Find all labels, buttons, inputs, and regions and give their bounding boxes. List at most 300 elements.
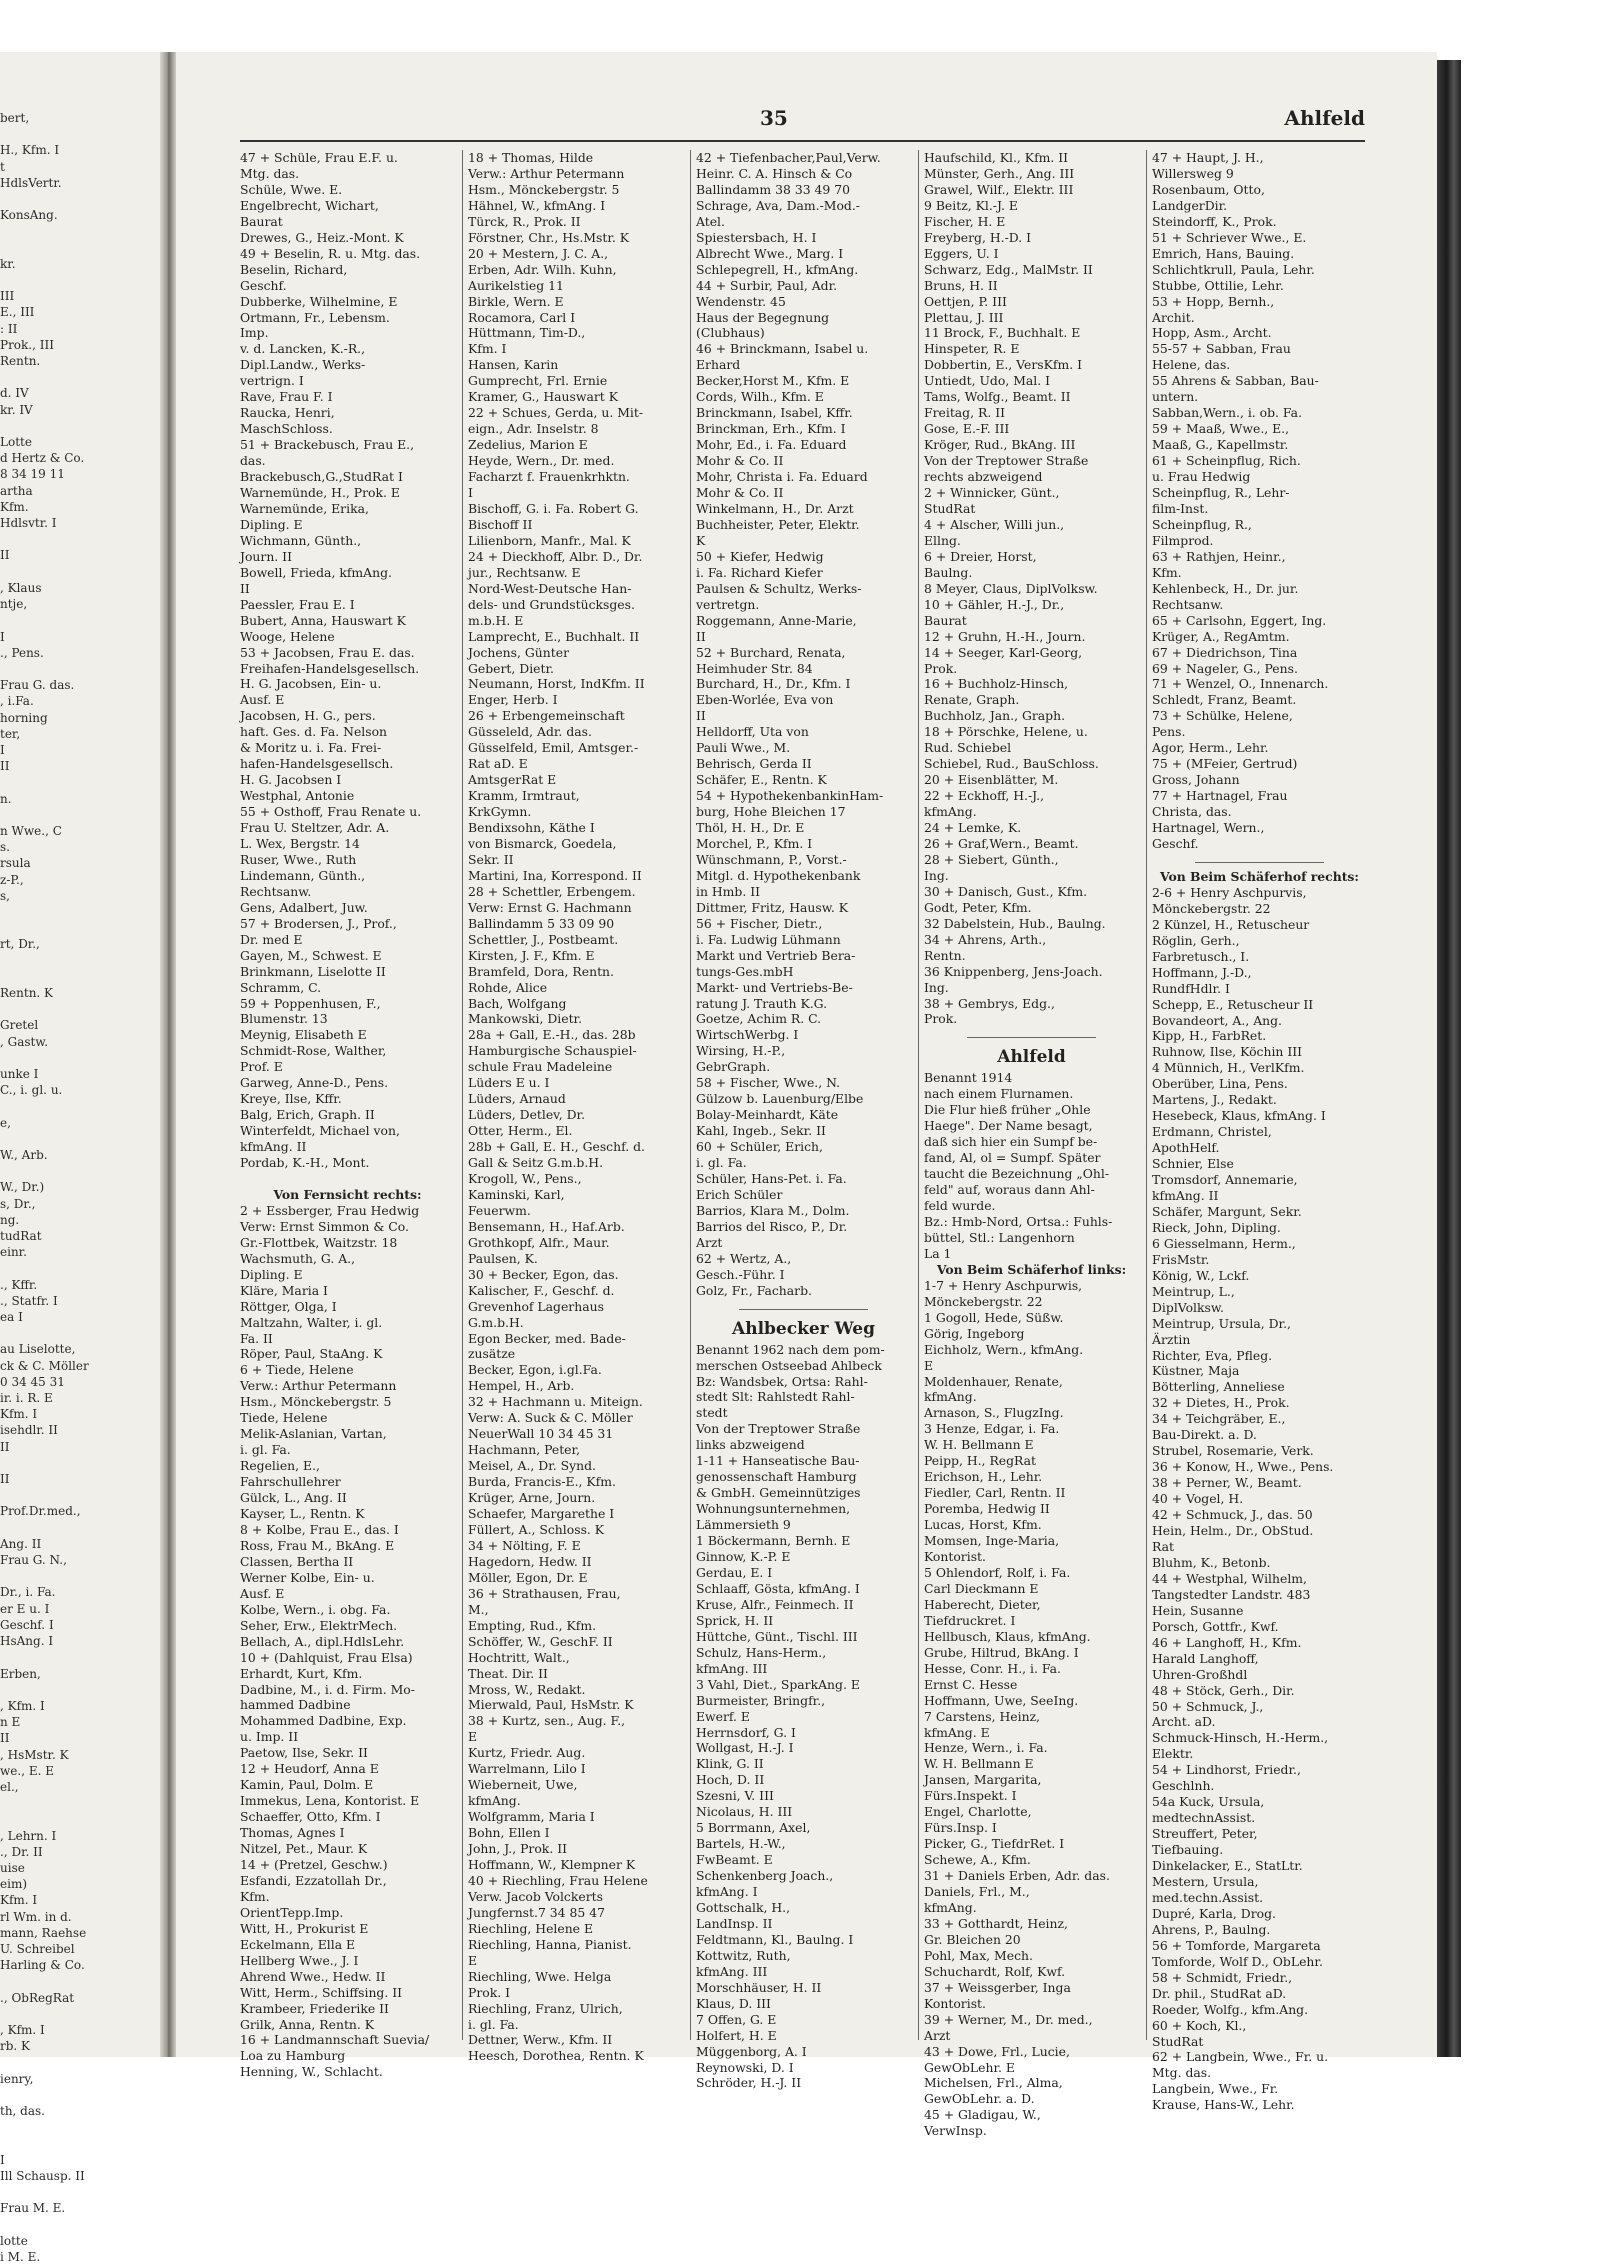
directory-entry-line: Schlaaff, Gösta, kfmAng. I bbox=[696, 1580, 860, 1596]
directory-entry-line: Wirsing, H.-P., bbox=[696, 1043, 786, 1059]
directory-entry-line: 55-57 + Sabban, Frau bbox=[1152, 341, 1291, 357]
directory-entry-line: Willersweg 9 bbox=[1152, 165, 1234, 181]
prev-page-line: rt, Dr., bbox=[0, 937, 40, 952]
directory-entry-line: jur., Rechtsanw. E bbox=[468, 564, 581, 580]
directory-entry-line: 6 + Tiede, Helene bbox=[240, 1362, 354, 1378]
directory-entry-line: E bbox=[468, 1729, 478, 1745]
directory-entry-line: 32 Dabelstein, Hub., Baulng. bbox=[924, 915, 1106, 931]
prev-page-line: Hdlsvtr. I bbox=[0, 516, 57, 531]
prev-page-line: W., Arb. bbox=[0, 1148, 48, 1162]
directory-entry-line: Classen, Bertha II bbox=[240, 1553, 354, 1569]
section-rule bbox=[967, 1027, 1096, 1038]
directory-entry-line: Schenkenberg Joach., bbox=[696, 1868, 834, 1884]
directory-entry-line: Nicolaus, H. III bbox=[696, 1804, 793, 1820]
directory-entry-line: daß sich hier ein Sumpf be- bbox=[924, 1134, 1098, 1150]
directory-entry-line: 6 + Dreier, Horst, bbox=[924, 548, 1037, 564]
prev-page-line: ir. i. R. E bbox=[0, 1391, 53, 1406]
directory-entry-line: 73 + Schülke, Helene, bbox=[1152, 708, 1293, 724]
directory-entry-line: 52 + Burchard, Renata, bbox=[696, 644, 846, 660]
directory-entry-line: Meintrup, Ursula, Dr., bbox=[1152, 1315, 1291, 1331]
directory-entry-line: Momsen, Inge-Maria, bbox=[924, 1533, 1060, 1549]
directory-entry-line: Grube, Hiltrud, BkAng. I bbox=[924, 1644, 1079, 1660]
directory-entry-line: Verw. Jacob Volckerts bbox=[468, 1888, 603, 1904]
directory-entry-line: Kreye, Ilse, Kffr. bbox=[240, 1091, 342, 1107]
directory-entry-line: Ginnow, K.-P. E bbox=[696, 1549, 791, 1565]
directory-entry-line: Fa. II bbox=[240, 1330, 273, 1346]
prev-page-line: Frau G. N., bbox=[0, 1553, 67, 1568]
directory-entry-line: 51 + Brackebusch, Frau E., bbox=[240, 437, 415, 453]
directory-entry-line: Verw.: Arthur Petermann bbox=[468, 165, 625, 181]
prev-page-line bbox=[0, 953, 158, 969]
directory-entry-line: Müggenborg, A. I bbox=[696, 2043, 807, 2059]
directory-entry-line: Wieberneit, Uwe, bbox=[468, 1777, 578, 1793]
directory-entry-line: i. gl. Fa. bbox=[468, 2016, 519, 2032]
prev-page-line bbox=[0, 969, 158, 985]
directory-entry-line: Bubert, Anna, Hauswart K bbox=[240, 612, 406, 628]
directory-entry-line: kfmAng. I bbox=[696, 1884, 758, 1900]
directory-entry-line: Henning, W., Schlacht. bbox=[240, 2064, 383, 2080]
directory-entry-line: Freihafen-Handelsgesellsch. bbox=[240, 660, 420, 676]
prev-page-line: ea I bbox=[0, 1310, 23, 1325]
directory-entry-line: Dinkelacker, E., StatLtr. bbox=[1152, 1858, 1303, 1874]
directory-entry-line: Kontorist. bbox=[924, 1549, 986, 1565]
directory-entry-line: 28 + Siebert, Günth., bbox=[924, 851, 1059, 867]
prev-page-line: d. IV bbox=[0, 386, 29, 401]
directory-entry-line: Mönckebergstr. 22 bbox=[924, 1293, 1043, 1309]
directory-entry-line: 58 + Fischer, Wwe., N. bbox=[696, 1075, 841, 1091]
directory-entry-line: Roggemann, Anne-Marie, bbox=[696, 612, 857, 628]
prev-page-line: ntje, bbox=[0, 597, 28, 612]
directory-entry-line: Verw.: Arthur Petermann bbox=[240, 1378, 397, 1394]
directory-entry-line: Warrelmann, Lilo I bbox=[468, 1761, 586, 1777]
directory-entry-line: von Bismarck, Goedela, bbox=[468, 835, 617, 851]
prev-page-line: tudRat bbox=[0, 1229, 42, 1244]
prev-page-line bbox=[0, 1811, 158, 1827]
directory-entry-line: Warnemünde, Erika, bbox=[240, 500, 369, 516]
directory-entry-line: 62 + Wertz, A., bbox=[696, 1250, 792, 1266]
directory-entry-line: Hähnel, W., kfmAng. I bbox=[468, 197, 606, 213]
directory-entry-line: Sekr. II bbox=[468, 851, 514, 867]
directory-entry-line: Otter, Herm., El. bbox=[468, 1123, 573, 1139]
directory-entry-line: 18 + Pörschke, Helene, u. bbox=[924, 724, 1088, 740]
prev-page-line bbox=[0, 1649, 158, 1665]
directory-entry-line: 28a + Gall, E.-H., das. 28b bbox=[468, 1027, 636, 1043]
directory-entry-line: Oberüber, Lina, Pens. bbox=[1152, 1076, 1288, 1092]
directory-entry-line: Grevenhof Lagerhaus bbox=[468, 1298, 604, 1314]
directory-entry-line: 33 + Gotthardt, Heinz, bbox=[924, 1915, 1068, 1931]
directory-entry-line: Morschhäuser, H. II bbox=[696, 1979, 822, 1995]
directory-entry-line: 22 + Eckhoff, H.-J., bbox=[924, 788, 1045, 804]
directory-entry-line: Ellng. bbox=[924, 532, 961, 548]
prev-page-line: Frau G. das. bbox=[0, 678, 75, 693]
directory-entry-line: Brinckman, Erh., Kfm. I bbox=[696, 421, 846, 437]
directory-entry-line: Loa zu Hamburg bbox=[240, 2048, 346, 2064]
prev-page-line bbox=[0, 2184, 158, 2200]
directory-entry-line: i. gl. Fa. bbox=[240, 1442, 291, 1458]
directory-entry-line: m.b.H. E bbox=[468, 612, 524, 628]
prev-page-line: KonsAng. bbox=[0, 208, 58, 223]
directory-entry-line: W. H. Bellmann E bbox=[924, 1437, 1034, 1453]
prev-page-line: , Lehrn. I bbox=[0, 1828, 57, 1843]
directory-entry-line: Schlichtkrull, Paula, Lehr. bbox=[1152, 261, 1315, 277]
directory-entry-line: Förstner, Chr., Hs.Mstr. K bbox=[468, 229, 630, 245]
directory-entry-line: Ballindamm 5 33 09 90 bbox=[468, 915, 615, 931]
directory-entry-line: Ross, Frau M., BkAng. E bbox=[240, 1537, 395, 1553]
directory-entry-line: vertrign. I bbox=[240, 373, 304, 389]
directory-entry-line: Regelien, E., bbox=[240, 1458, 320, 1474]
directory-entry-line: Dipling. E bbox=[240, 1266, 303, 1282]
directory-entry-line: Blumenstr. 13 bbox=[240, 1011, 328, 1027]
directory-entry-line: kfmAng. bbox=[924, 1899, 977, 1915]
directory-entry-line: kfmAng. E bbox=[924, 1724, 990, 1740]
directory-entry-line: Schmidt-Rose, Walther, bbox=[240, 1043, 387, 1059]
directory-entry-line: La 1 bbox=[924, 1245, 952, 1261]
prev-page-line: bert, bbox=[0, 111, 30, 125]
directory-entry-line: Pohl, Max, Mech. bbox=[924, 1947, 1033, 1963]
directory-entry-line: 10 + Gähler, H.-J., Dr., bbox=[924, 596, 1065, 612]
directory-entry-line: links abzweigend bbox=[696, 1437, 805, 1453]
directory-entry-line: Bz.: Hmb-Nord, Ortsa.: Fuhls- bbox=[924, 1214, 1113, 1229]
directory-entry-line: Plettau, J. III bbox=[924, 309, 1004, 325]
directory-entry-line: Kipp, H., FarbRet. bbox=[1152, 1028, 1267, 1044]
directory-entry-line: 2 Künzel, H., Retuscheur bbox=[1152, 916, 1310, 932]
directory-entry-line: Bartels, H.-W., bbox=[696, 1836, 786, 1852]
directory-entry-line: Streuffert, Peter, bbox=[1152, 1826, 1258, 1842]
prev-page-line: el., bbox=[0, 1779, 19, 1794]
directory-entry-line: 31 + Daniels Erben, Adr. das. bbox=[924, 1868, 1110, 1884]
directory-entry-line: 39 + Werner, M., Dr. med., bbox=[924, 2011, 1093, 2027]
prev-page-line: t bbox=[0, 159, 5, 174]
directory-entry-line: Jansen, Margarita, bbox=[924, 1772, 1042, 1788]
prev-page-line: , HsMstr. K bbox=[0, 1747, 69, 1762]
directory-entry-line: Erichson, H., Lehr. bbox=[924, 1469, 1043, 1485]
prev-page-line: i M. E. bbox=[0, 2249, 41, 2264]
directory-entry-line: Paulsen & Schultz, Werks- bbox=[696, 580, 862, 596]
prev-page-line bbox=[0, 1487, 158, 1503]
directory-entry-line: WirtschWerbg. I bbox=[696, 1027, 799, 1043]
directory-entry-line: Emrich, Hans, Bauing. bbox=[1152, 245, 1295, 261]
directory-entry-line: burg, Hohe Bleichen 17 bbox=[696, 804, 846, 820]
prev-page-line: rl Wm. in d. bbox=[0, 1909, 72, 1924]
directory-entry-line: Prok. bbox=[924, 660, 958, 676]
directory-entry-line: v. d. Lancken, K.-R., bbox=[240, 341, 366, 357]
directory-entry-line: Kottwitz, Ruth, bbox=[696, 1947, 791, 1963]
directory-entry-line: Schettler, J., Postbeamt. bbox=[468, 931, 619, 947]
prev-page-line: einr. bbox=[0, 1245, 27, 1260]
directory-entry-line: Dipling. E bbox=[240, 516, 303, 532]
directory-entry-line: Mitgl. d. Hypothekenbank bbox=[696, 867, 861, 883]
directory-entry-line: 56 + Fischer, Dietr., bbox=[696, 915, 823, 931]
prev-page-line bbox=[0, 807, 158, 823]
directory-entry-line: Poremba, Hedwig II bbox=[924, 1501, 1050, 1517]
directory-entry-line: Bau-Direkt. a. D. bbox=[1152, 1427, 1257, 1443]
directory-entry-line: Kfm. I bbox=[468, 341, 507, 357]
directory-entry-line: König, W., Lckf. bbox=[1152, 1267, 1250, 1283]
prev-page-line: , Kfm. I bbox=[0, 1698, 45, 1713]
directory-entry-line: Hüttche, Günt., Tischl. III bbox=[696, 1628, 858, 1644]
directory-entry-line: Morchel, P., Kfm. I bbox=[696, 835, 813, 851]
directory-entry-line: Mross, W., Redakt. bbox=[468, 1681, 586, 1697]
directory-entry-line: Wolfgramm, Maria I bbox=[468, 1809, 595, 1825]
directory-entry-line: Nitzel, Pet., Maur. K bbox=[240, 1841, 368, 1857]
directory-entry-line: 16 + Landmannschaft Suevia/ bbox=[240, 2032, 430, 2048]
prev-page-line: II bbox=[0, 1731, 10, 1746]
directory-entry-line: 2 + Essberger, Frau Hedwig bbox=[240, 1202, 420, 1218]
directory-entry-line: Burchard, H., Dr., Kfm. I bbox=[696, 676, 851, 692]
directory-entry-line: 58 + Schmidt, Friedr., bbox=[1152, 1969, 1293, 1985]
directory-entry-line: MaschSchloss. bbox=[240, 421, 333, 437]
directory-entry-line: Baurat bbox=[924, 612, 967, 628]
directory-entry-line: Elektr. bbox=[1152, 1746, 1194, 1762]
directory-entry-line: Kahl, Ingeb., Sekr. II bbox=[696, 1123, 826, 1139]
section-subheading: Von Beim Schäferhof links: bbox=[936, 1261, 1127, 1277]
prev-page-line: Prof.Dr.med., bbox=[0, 1504, 81, 1519]
directory-entry-line: Oettjen, P. III bbox=[924, 293, 1007, 309]
directory-entry-line: Gottschalk, H., bbox=[696, 1899, 791, 1915]
directory-entry-line: Hoffmann, W., Klempner K bbox=[468, 1856, 636, 1872]
prev-page-line: II bbox=[0, 1472, 10, 1487]
directory-entry-line: 65 + Carlsohn, Eggert, Ing. bbox=[1152, 612, 1327, 628]
directory-entry-line: Rat aD. E bbox=[468, 756, 528, 772]
prev-page-line: U. Schreibel bbox=[0, 1941, 75, 1956]
directory-entry-line: 24 + Lemke, K. bbox=[924, 820, 1022, 836]
directory-entry-line: Behrisch, Gerda II bbox=[696, 756, 812, 772]
directory-entry-line: 28 + Schettler, Erbengem. bbox=[468, 883, 636, 899]
directory-entry-line: 14 + (Pretzel, Geschw.) bbox=[240, 1856, 388, 1872]
directory-entry-line: Hagedorn, Hedw. II bbox=[468, 1553, 592, 1569]
prev-page-line bbox=[0, 1795, 158, 1811]
directory-entry-line: zusätze bbox=[468, 1346, 516, 1362]
directory-entry-line: Godt, Peter, Kfm. bbox=[924, 899, 1032, 915]
directory-entry-line: Mohr, Ed., i. Fa. Eduard bbox=[696, 437, 847, 453]
directory-entry-line: Engelbrecht, Wichart, bbox=[240, 197, 379, 213]
prev-page-line: Kfm. I bbox=[0, 1893, 38, 1908]
directory-entry-line: Gülzow b. Lauenburg/Elbe bbox=[696, 1091, 864, 1107]
directory-entry-line: Martens, J., Redakt. bbox=[1152, 1092, 1277, 1108]
directory-entry-line: Prok. bbox=[924, 1011, 958, 1027]
directory-entry-line: Tomforde, Wolf D., ObLehr. bbox=[1152, 1953, 1323, 1969]
directory-entry-line: Hein, Helm., Dr., ObStud. bbox=[1152, 1523, 1314, 1539]
directory-entry-line: Erdmann, Christel, bbox=[1152, 1124, 1272, 1140]
directory-entry-line: Kramer, G., Hauswart K bbox=[468, 389, 618, 405]
directory-entry-line: Gross, Johann bbox=[1152, 772, 1240, 788]
prev-page-line: we., E. E bbox=[0, 1763, 54, 1778]
directory-entry-line: G.m.b.H. bbox=[468, 1314, 524, 1330]
prev-page-line bbox=[0, 1568, 158, 1584]
directory-entry-line: nach einem Flurnamen. bbox=[924, 1086, 1074, 1102]
directory-entry-line: 28b + Gall, E. H., Geschf. d. bbox=[468, 1139, 645, 1155]
directory-entry-line: Balg, Erich, Graph. II bbox=[240, 1107, 375, 1123]
directory-entry-line: Herrnsdorf, G. I bbox=[696, 1724, 796, 1740]
prev-page-line: Lotte bbox=[0, 435, 32, 450]
directory-entry-line: Pauli Wwe., M. bbox=[696, 740, 791, 756]
prev-page-line: Harling & Co. bbox=[0, 1958, 85, 1973]
directory-entry-line: kfmAng. bbox=[468, 1793, 521, 1809]
directory-entry-line: Verw: Ernst G. Hachmann bbox=[468, 899, 632, 915]
directory-entry-line: 4 Münnich, H., VerlKfm. bbox=[1152, 1060, 1305, 1076]
directory-entry-line: Hüttmann, Tim-D., bbox=[468, 325, 586, 341]
directory-entry-line: Ahrens, P., Baulng. bbox=[1152, 1921, 1271, 1937]
directory-entry-line: Gesch.-Führ. I bbox=[696, 1266, 785, 1282]
directory-entry-line: Uhren-Großhdl bbox=[1152, 1666, 1248, 1682]
directory-entry-line: Kaminski, Karl, bbox=[468, 1186, 565, 1202]
prev-page-line: , Gastw. bbox=[0, 1034, 49, 1049]
directory-entry-line: Fürs.Inspekt. I bbox=[924, 1788, 1017, 1804]
directory-entry-line: 49 + Beselin, R. u. Mtg. das. bbox=[240, 245, 421, 261]
directory-entry-line: Eben-Worlée, Eva von bbox=[696, 692, 834, 708]
directory-entry-line: Wünschmann, P., Vorst.- bbox=[696, 851, 847, 867]
prev-page-line: 8 34 19 11 bbox=[0, 467, 65, 482]
prev-page-line: Rentn. bbox=[0, 354, 41, 369]
directory-entry-line: Burmeister, Bringfr., bbox=[696, 1692, 826, 1708]
directory-entry-line: Richter, Eva, Pfleg. bbox=[1152, 1347, 1273, 1363]
directory-entry-line: Reynowski, D. I bbox=[696, 2059, 794, 2075]
directory-entry-line: Gr. Bleichen 20 bbox=[924, 1931, 1021, 1947]
directory-entry-line: kfmAng. II bbox=[240, 1139, 307, 1155]
prev-page-line bbox=[0, 1131, 158, 1147]
directory-entry-line: Hoffmann, Uwe, SeeIng. bbox=[924, 1692, 1079, 1708]
directory-entry-line: Schlepegrell, H., kfmAng. bbox=[696, 261, 859, 277]
directory-entry-line: DiplVolksw. bbox=[1152, 1299, 1224, 1315]
directory-entry-line: 46 + Brinckmann, Isabel u. bbox=[696, 341, 869, 357]
directory-entry-line: Hartnagel, Wern., bbox=[1152, 820, 1265, 836]
directory-entry-line: Erben, Adr. Wilh. Kuhn, bbox=[468, 261, 617, 277]
directory-entry-line: Freitag, R. II bbox=[924, 405, 1005, 421]
directory-entry-line: Haberecht, Dieter, bbox=[924, 1596, 1041, 1612]
prev-page-line: d Hertz & Co. bbox=[0, 451, 85, 466]
directory-entry-line: Brackebusch,G.,StudRat I bbox=[240, 469, 403, 485]
directory-entry-line: Frau U. Steltzer, Adr. A. bbox=[240, 820, 390, 836]
prev-page-line: , i.Fa. bbox=[0, 694, 34, 709]
prev-page-line bbox=[0, 1050, 158, 1066]
directory-entry-line: Gülck, L., Ang. II bbox=[240, 1490, 347, 1506]
directory-entry-line: medtechnAssist. bbox=[1152, 1810, 1256, 1826]
directory-entry-line: 42 + Tiefenbacher,Paul,Verw. bbox=[696, 150, 881, 165]
directory-entry-line: AmtsgerRat E bbox=[468, 772, 557, 788]
prev-page-line: Geschf. I bbox=[0, 1617, 54, 1632]
prev-page-line bbox=[0, 1098, 158, 1114]
directory-entry-line: Geschlnh. bbox=[1152, 1778, 1215, 1794]
directory-entry-line: 47 + Haupt, J. H., bbox=[1152, 150, 1264, 165]
directory-entry-line: Ausf. E bbox=[240, 692, 285, 708]
directory-entry-line: 51 + Schriever Wwe., E. bbox=[1152, 229, 1307, 245]
directory-entry-line: 16 + Buchholz-Hinsch, bbox=[924, 676, 1069, 692]
prev-page-line: au Liselotte, bbox=[0, 1342, 76, 1357]
directory-entry-line: Verw: Ernst Simmon & Co. bbox=[240, 1218, 409, 1234]
directory-entry-line: Buchheister, Peter, Elektr. bbox=[696, 516, 860, 532]
directory-entry-line: Eckelmann, Ella E bbox=[240, 1936, 356, 1952]
directory-entry-line: 30 + Becker, Egon, das. bbox=[468, 1266, 619, 1282]
directory-entry-line: Hsm., Mönckebergstr. 5 bbox=[468, 181, 620, 197]
directory-entry-line: das. bbox=[240, 453, 266, 469]
directory-entry-line: Nord-West-Deutsche Han- bbox=[468, 580, 632, 596]
prev-page-line: er E u. I bbox=[0, 1601, 50, 1616]
directory-entry-line: Gerdau, E. I bbox=[696, 1564, 773, 1580]
directory-entry-line: Ahrend Wwe., Hedw. II bbox=[240, 1968, 386, 1984]
prev-page-line bbox=[0, 2216, 158, 2232]
directory-entry-line: Paulsen, K. bbox=[468, 1250, 538, 1266]
prev-page-line bbox=[0, 272, 158, 288]
prev-page-line bbox=[0, 223, 158, 239]
directory-entry-line: OrientTepp.Imp. bbox=[240, 1904, 344, 1920]
directory-entry-line: II bbox=[696, 708, 706, 724]
directory-entry-line: Bach, Wolfgang bbox=[468, 995, 567, 1011]
directory-entry-line: Brinckmann, Isabel, Kffr. bbox=[696, 405, 853, 421]
directory-entry-line: Dittmer, Fritz, Hausw. K bbox=[696, 899, 849, 915]
directory-entry-line: 40 + Riechling, Frau Helene bbox=[468, 1872, 648, 1888]
directory-entry-line: 11 Brock, F., Buchhalt. E bbox=[924, 325, 1081, 341]
directory-entry-line: 36 Knippenberg, Jens-Joach. bbox=[924, 963, 1103, 979]
directory-entry-line: Schüle, Wwe. E. bbox=[240, 181, 343, 197]
directory-entry-line: H. G. Jacobsen, Ein- u. bbox=[240, 676, 382, 692]
directory-entry-line: ApothHelf. bbox=[1152, 1140, 1220, 1156]
directory-entry-line: Gens, Adalbert, Juw. bbox=[240, 899, 368, 915]
directory-entry-line: Riechling, Franz, Ulrich, bbox=[468, 2000, 623, 2016]
prev-page-line: isehdlr. II bbox=[0, 1423, 58, 1438]
directory-entry-line: Mohr, Christa i. Fa. Eduard bbox=[696, 469, 868, 485]
prev-page-line bbox=[0, 564, 158, 580]
directory-entry-line: 67 + Diedrichson, Tina bbox=[1152, 644, 1298, 660]
directory-entry-line: Hamburgische Schauspiel- bbox=[468, 1043, 637, 1059]
directory-entry-line: Wendenstr. 45 bbox=[696, 293, 786, 309]
directory-entry-line: Dubberke, Wilhelmine, E bbox=[240, 293, 398, 309]
directory-entry-line: ratung J. Trauth K.G. bbox=[696, 995, 828, 1011]
directory-entry-line: Erich Schüler bbox=[696, 1186, 783, 1202]
directory-entry-line: Feldtmann, Kl., Baulng. I bbox=[696, 1931, 854, 1947]
directory-entry-line: 8 + Kolbe, Frau E., das. I bbox=[240, 1521, 399, 1537]
directory-entry-line: 54 + Lindhorst, Friedr., bbox=[1152, 1762, 1301, 1778]
directory-entry-line: Peipp, H., RegRat bbox=[924, 1453, 1037, 1469]
prev-page-line: uise bbox=[0, 1860, 25, 1875]
prev-page-line bbox=[0, 1973, 158, 1989]
directory-entry-line: 18 + Thomas, Hilde bbox=[468, 150, 594, 165]
directory-entry-line: Markt und Vertrieb Bera- bbox=[696, 947, 856, 963]
directory-entry-line: Bramfeld, Dora, Rentn. bbox=[468, 963, 614, 979]
prev-page-line: s, bbox=[0, 888, 10, 903]
directory-entry-line: haft. Ges. d. Fa. Nelson bbox=[240, 724, 388, 740]
directory-entry-line: Türck, R., Prok. II bbox=[468, 213, 581, 229]
directory-entry-line: film-Inst. bbox=[1152, 500, 1209, 516]
directory-entry-line: Pens. bbox=[1152, 724, 1186, 740]
directory-entry-line: Archt. aD. bbox=[1152, 1714, 1216, 1730]
directory-entry-line: Mierwald, Paul, HsMstr. K bbox=[468, 1697, 634, 1713]
directory-entry-line: Mohr & Co. II bbox=[696, 485, 784, 501]
directory-entry-line: Thöl, H. H., Dr. E bbox=[696, 820, 805, 836]
directory-entry-line: Die Flur hieß früher „Ohle bbox=[924, 1102, 1091, 1118]
directory-entry-line: i. Fa. Ludwig Lühmann bbox=[696, 931, 841, 947]
directory-entry-line: Hein, Susanne bbox=[1152, 1602, 1244, 1618]
directory-entry-line: Paetow, Ilse, Sekr. II bbox=[240, 1745, 368, 1761]
prev-page-line: , Kfm. I bbox=[0, 2022, 45, 2037]
directory-entry-line: Garweg, Anne-D., Pens. bbox=[240, 1075, 389, 1091]
directory-entry-line: 62 + Langbein, Wwe., Fr. u. bbox=[1152, 2049, 1329, 2065]
directory-entry-line: Krogoll, W., Pens., bbox=[468, 1171, 582, 1186]
directory-entry-line: Sabban,Wern., i. ob. Fa. bbox=[1152, 405, 1303, 421]
directory-entry-line: VerwInsp. bbox=[924, 2123, 987, 2139]
directory-entry-line: Freyberg, H.-D. I bbox=[924, 229, 1032, 245]
directory-entry-line: 71 + Wenzel, O., Innenarch. bbox=[1152, 676, 1329, 692]
column-3 bbox=[696, 150, 911, 2091]
directory-entry-line: Benannt 1914 bbox=[924, 1070, 1013, 1086]
prev-page-line: Dr., i. Fa. bbox=[0, 1585, 56, 1600]
directory-entry-line: RundfHdlr. I bbox=[1152, 980, 1230, 996]
directory-entry-line: Tromsdorf, Annemarie, bbox=[1152, 1172, 1298, 1188]
directory-entry-line: 14 + Seeger, Karl-Georg, bbox=[924, 644, 1083, 660]
directory-entry-line: Albrecht Wwe., Marg. I bbox=[696, 245, 844, 261]
directory-entry-line: StudRat bbox=[1152, 2033, 1204, 2049]
directory-entry-line: 60 + Schüler, Erich, bbox=[696, 1139, 823, 1155]
directory-entry-line: Maaß, G., Kapellmstr. bbox=[1152, 437, 1289, 453]
